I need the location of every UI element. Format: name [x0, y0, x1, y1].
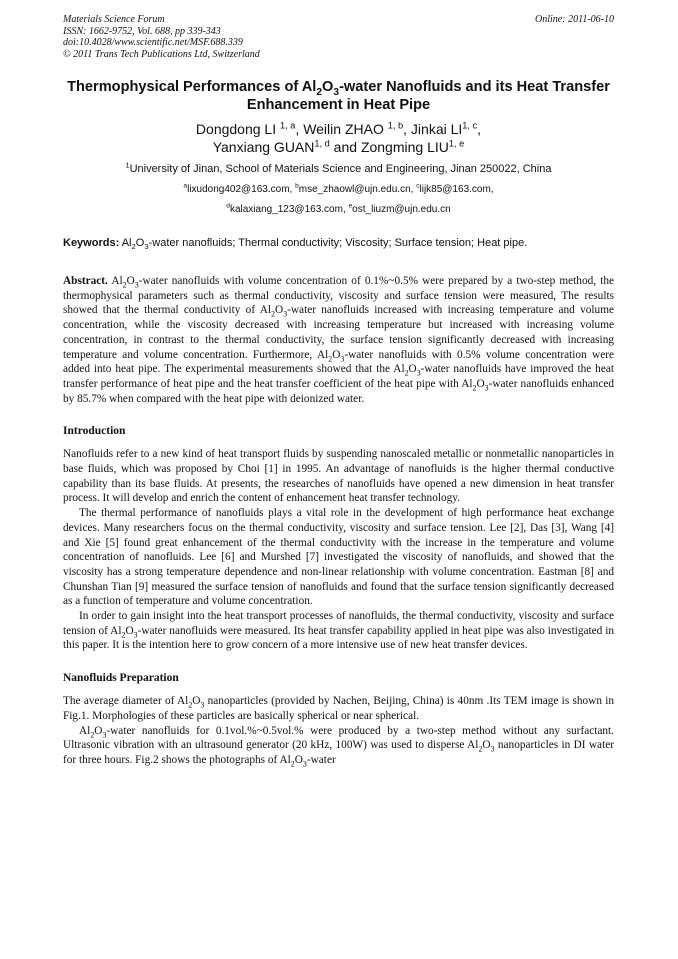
- author: Jinkai LI: [410, 121, 463, 137]
- journal-name: Materials Science Forum: [63, 14, 165, 25]
- copyright: © 2011 Trans Tech Publications Ltd, Switzerland: [63, 48, 260, 60]
- paper-page: [63, 14, 614, 768]
- paragraph: The average diameter of $Al_2O_3$ nanoparticles (provided by Nachen, Beijing, China) is 40nm .Its TEM image is shown in Fig.1. Morphologies of these particles are basically spherical or near spherical.: [63, 695, 615, 722]
- email-line: $^a$lixudong402@163.com, $^b$mse_zhaowl@ujn.edu.cn, $^c$lijk85@163.com,: [183, 182, 494, 195]
- keywords: Keywords: $Al_2O_3$-water nanofluids; Thermal conductivity; Viscosity; Surface tension; Heat pipe.: [63, 237, 528, 252]
- author: Weilin ZHAO: [303, 121, 388, 137]
- author-list: Dongdong LI $^{1, a}$, Weilin ZHAO $^{1, b}$, Jinkai LI$^{1, c}$, Yanxiang GUAN$^{1, d}$ and Zongming LIU$^{1, e}$: [195, 120, 482, 155]
- abstract-label: Abstract.: [63, 275, 108, 287]
- abstract: Abstract. $Al_2O_3$-water nanofluids with volume concentration of 0.1%~0.5% were prepared by a two-step method, the thermophysical parameters such as thermal conductivity, viscosity and surface tension were measured, The results showed that the thermal conductivity of $Al_2O_3$-water nanofluids increased with increasing temperature and volume concentration, while the viscosity decreased with increasing temperature but increased with increasing volume concentration, in contrast to the thermal conductivity, the surface tension significantly decreased with increasing temperature and volume concentration. Furthermore, $Al_2O_3$-water nanofluids with 0.5% volume concentration were added into heat pipe. The experimental measurements showed that the $Al_2O_3$-water nanofluids have improved the heat transfer performance of heat pipe and the heat transfer coefficient of the heat pipe with $Al_2O_3$-water nanofluids enhanced by 85.7% when compared with the heat pipe with deionized water.: [63, 275, 615, 405]
- paragraph: Nanofluids refer to a new kind of heat transport fluids by suspending nanoscaled metallic or nonmetallic nanoparticles in base fluids, which was proposed by Choi [1] in 1995. An advantage of nanofluids is the higher thermal conductive capability than its base fluids. At presents, the researches of nanofluids have opened a new dimension in heat transfer process. It will develop and enrich the content of enhancement heat transfer technology.: [63, 448, 614, 505]
- email-link[interactable]: ost_liuzm@ujn.edu.cn: [352, 204, 451, 215]
- paragraph: The thermal performance of nanofluids plays a vital role in the development of high performance heat exchange devices. Many researchers focus on the thermal conductivity, viscosity and surface tension. Lee [2], Das [3], Wang [4] and Xie [5] found great enhancement of the thermal conductivity with the increase in the temperature and volume concentration of nanofluids. Lee [6] and Murshed [7] investigated the viscosity of nanofluids, and showed that the viscosity has a strong temperature dependence and non-linear relationship with volume concentration. Eastman [8] and Chunshan Tian [9] measured the surface tension of nanofluids and found that the surface tension significantly decreased as a function of temperature and volume concentration.: [63, 507, 614, 608]
- paragraph: $Al_2O_3$-water nanofluids for 0.1vol.%~0.5vol.% were produced by a two-step method without any surfactant. Ultrasonic vibration with an ultrasound generator (20 kHz, 100W) was used to disperse $Al_2O_3$ nanoparticles in DI water for three hours. Fig.2 shows the photographs of $Al_2O_3$-water: [63, 724, 614, 769]
- author-emails: [63, 183, 614, 216]
- email-link[interactable]: kalaxiang_123@163.com,: [229, 204, 349, 215]
- email-link[interactable]: lixudong402@163.com,: [187, 184, 296, 195]
- paragraph: In order to gain insight into the heat transport processes of nanofluids, the thermal conductivity, viscosity and surface tension of $Al_2O_3$-water nanofluids were measured. Its heat transfer capability applied in heat pipe was also investigated in this paper. It is the intention here to grow concern of a more intensive use of new heat transfer devices.: [63, 610, 614, 652]
- section-heading-introduction: Introduction: [63, 425, 126, 438]
- journal-header: [63, 14, 614, 60]
- email-line: $^d$kalaxiang_123@163.com, $^e$ost_liuzm@ujn.edu.cn: [226, 202, 451, 215]
- affiliation: $^1$University of Jinan, School of Materials Science and Engineering, Jinan 250022, China: [125, 160, 552, 175]
- email-link[interactable]: lijk85@163.com,: [419, 184, 494, 195]
- doi[interactable]: doi:10.4028/www.scientific.net/MSF.688.339: [63, 37, 243, 48]
- author: Dongdong LI: [195, 121, 280, 137]
- author: Zongming LIU: [360, 139, 449, 155]
- issn: ISSN: 1662-9752, Vol. 688, pp 339-343: [63, 25, 221, 37]
- email-link[interactable]: mse_zhaowl@ujn.edu.cn,: [298, 184, 417, 195]
- paper-title: Thermophysical Performances of $Al_2O_3$-water Nanofluids and its Heat Transfer Enhancement in Heat Pipe: [67, 79, 610, 113]
- online-date: Online: 2011-06-10: [535, 14, 614, 25]
- author: Yanxiang GUAN: [212, 139, 315, 155]
- section-heading-preparation: Nanofluids Preparation: [63, 672, 179, 685]
